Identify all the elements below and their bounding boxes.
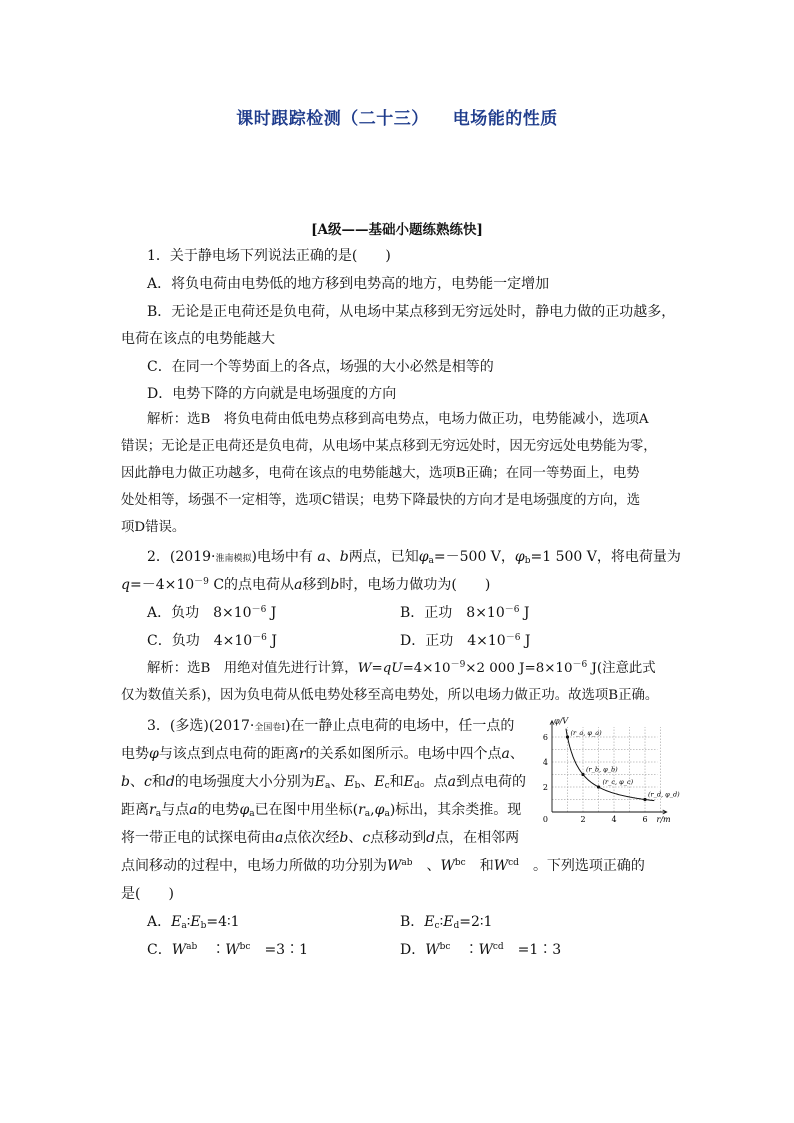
q2-solution-line2: 仅为数值关系)，因为负电荷从低电势处移至高电势处，所以电场力做正功。故选项B正确。	[121, 688, 659, 703]
x-tick-label: 2	[580, 815, 586, 824]
q3-stem-line3: b、c和d的电场强度大小分别为$E_a$、$E_b$、$E_c$和$E_d$。点a到点电荷的	[121, 774, 527, 791]
q3-option-b: B．$E_c∶E_d=2∶1$	[400, 914, 493, 931]
q2-solution-line1: 解析：选B 用绝对值先进行计算，$W=qU=4\times 10^{-9}\times 2$ 000 $J=8\times 10^{-6}$ J(注意此式	[147, 660, 656, 676]
q3-stem-line7: 是( )	[121, 886, 174, 902]
q2-option-a: A．负功 $8\times 10^{-6}$ J	[147, 605, 277, 621]
origin-label: 0	[542, 815, 548, 824]
q1-solution-line5: 项D错误。	[121, 520, 186, 535]
q1-solution-line2: 错误；无论是正电荷还是负电荷，从电场中某点移到无穷远处时，因无穷远处电势能为零，	[121, 439, 657, 454]
q3-stem-line5: 将一带正电的试探电荷由a点依次经b、c点移动到d点，在相邻两	[121, 830, 520, 846]
q1-option-a: A．将负电荷由电势低的地方移到电势高的地方，电势能一定增加	[147, 276, 550, 292]
q1-option-c: C．在同一个等势面上的各点，场强的大小必然是相等的	[147, 359, 494, 375]
data-point-d	[643, 798, 646, 801]
title-main: 课时跟踪检测（二十三）	[236, 109, 429, 129]
q2-stem-line2: $q=-4\times 10^{-9}$ C的点电荷从a移到b时，电场力做功为( )	[121, 577, 491, 593]
q3-stem-line2: 电势φ与该点到点电荷的距离r的关系如图所示。电场中四个点a、	[121, 746, 524, 762]
q2-stem-line1: 2．(2019·淮南模拟)电场中有 a、b两点，已知$\varphi_a=-500$ V，$\varphi_b=1$ 500 V，将电荷量为	[147, 549, 681, 566]
q2-option-d: D．正功 $4\times 10^{-6}$ J	[400, 633, 531, 649]
q3-stem-line4: 距离$r_a$与点a的电势$\varphi_a$已在图中用坐标$(r_a,\varphi_a)$标出，其余类推。现	[121, 802, 522, 819]
potential-distance-chart	[532, 712, 680, 830]
x-tick-label: 6	[642, 815, 648, 824]
data-point-b	[581, 773, 584, 776]
data-label-a: (r_a, φ_a)	[570, 729, 602, 737]
q2-source: 淮南模拟	[215, 554, 252, 564]
q1-option-d: D．电势下降的方向就是电场强度的方向	[147, 386, 397, 402]
page-title	[0, 104, 794, 129]
title-sub: 电场能的性质	[452, 109, 558, 129]
q3-option-d: D．$W^{bc}$ $∶W^{cd}$ =1∶3	[400, 942, 562, 958]
data-label-b: (r_b, φ_b)	[586, 765, 618, 774]
x-tick-label: 4	[611, 815, 617, 824]
q1-solution-line4: 处处相等，场强不一定相等，选项C错误；电势下降最快的方向才是电场强度的方向，选	[121, 493, 641, 508]
q2-option-c: C．负功 $4\times 10^{-6}$ J	[147, 633, 277, 649]
data-label-d: (r_d, φ_d)	[648, 790, 680, 799]
q1-option-b-line1: B．无论是正电荷还是负电荷，从电场中某点移到无穷远处时，静电力做的正功越多，	[147, 304, 676, 320]
data-point-a	[566, 735, 569, 738]
q3-option-c: C．$W^{ab}$ $∶W^{bc}$ =3∶1	[147, 942, 308, 958]
section-heading: [A级——基础小题练熟练快]	[311, 222, 483, 238]
q3-stem-line6: 点间移动的过程中，电场力所做的功分别为$W^{ab}$ 、$W^{bc}$ 和$W^{cd}$ 。下列选项正确的	[121, 858, 645, 874]
data-point-c	[597, 785, 600, 788]
data-label-c: (r_c, φ_c)	[602, 778, 634, 786]
y-tick-label: 4	[542, 758, 548, 767]
y-tick-label: 6	[542, 733, 548, 742]
q1-option-b-line2: 电荷在该点的电势能越大	[121, 331, 275, 347]
y-axis-label: φ/V	[554, 716, 569, 726]
q3-source: 全国卷Ⅰ	[254, 723, 285, 733]
q1-stem: 1．关于静电场下列说法正确的是( )	[147, 248, 391, 264]
q1-solution-line1: 解析：选B 将负电荷由低电势点移到高电势点，电场力做正功，电势能减小，选项A	[147, 412, 649, 427]
x-axis-label: r/m	[656, 815, 671, 824]
y-tick-label: 2	[542, 783, 548, 792]
q2-option-b: B．正功 $8\times 10^{-6}$ J	[400, 605, 530, 621]
q1-solution-line3: 因此静电力做正功越多，电荷在该点的电势能越大，选项B正确；在同一等势面上，电势	[121, 466, 640, 481]
q3-stem-line1: 3．(多选)(2017·全国卷Ⅰ)在一静止点电荷的电场中，任一点的	[147, 718, 515, 734]
q3-option-a: A．$E_a∶E_b=4∶1$	[147, 914, 240, 931]
